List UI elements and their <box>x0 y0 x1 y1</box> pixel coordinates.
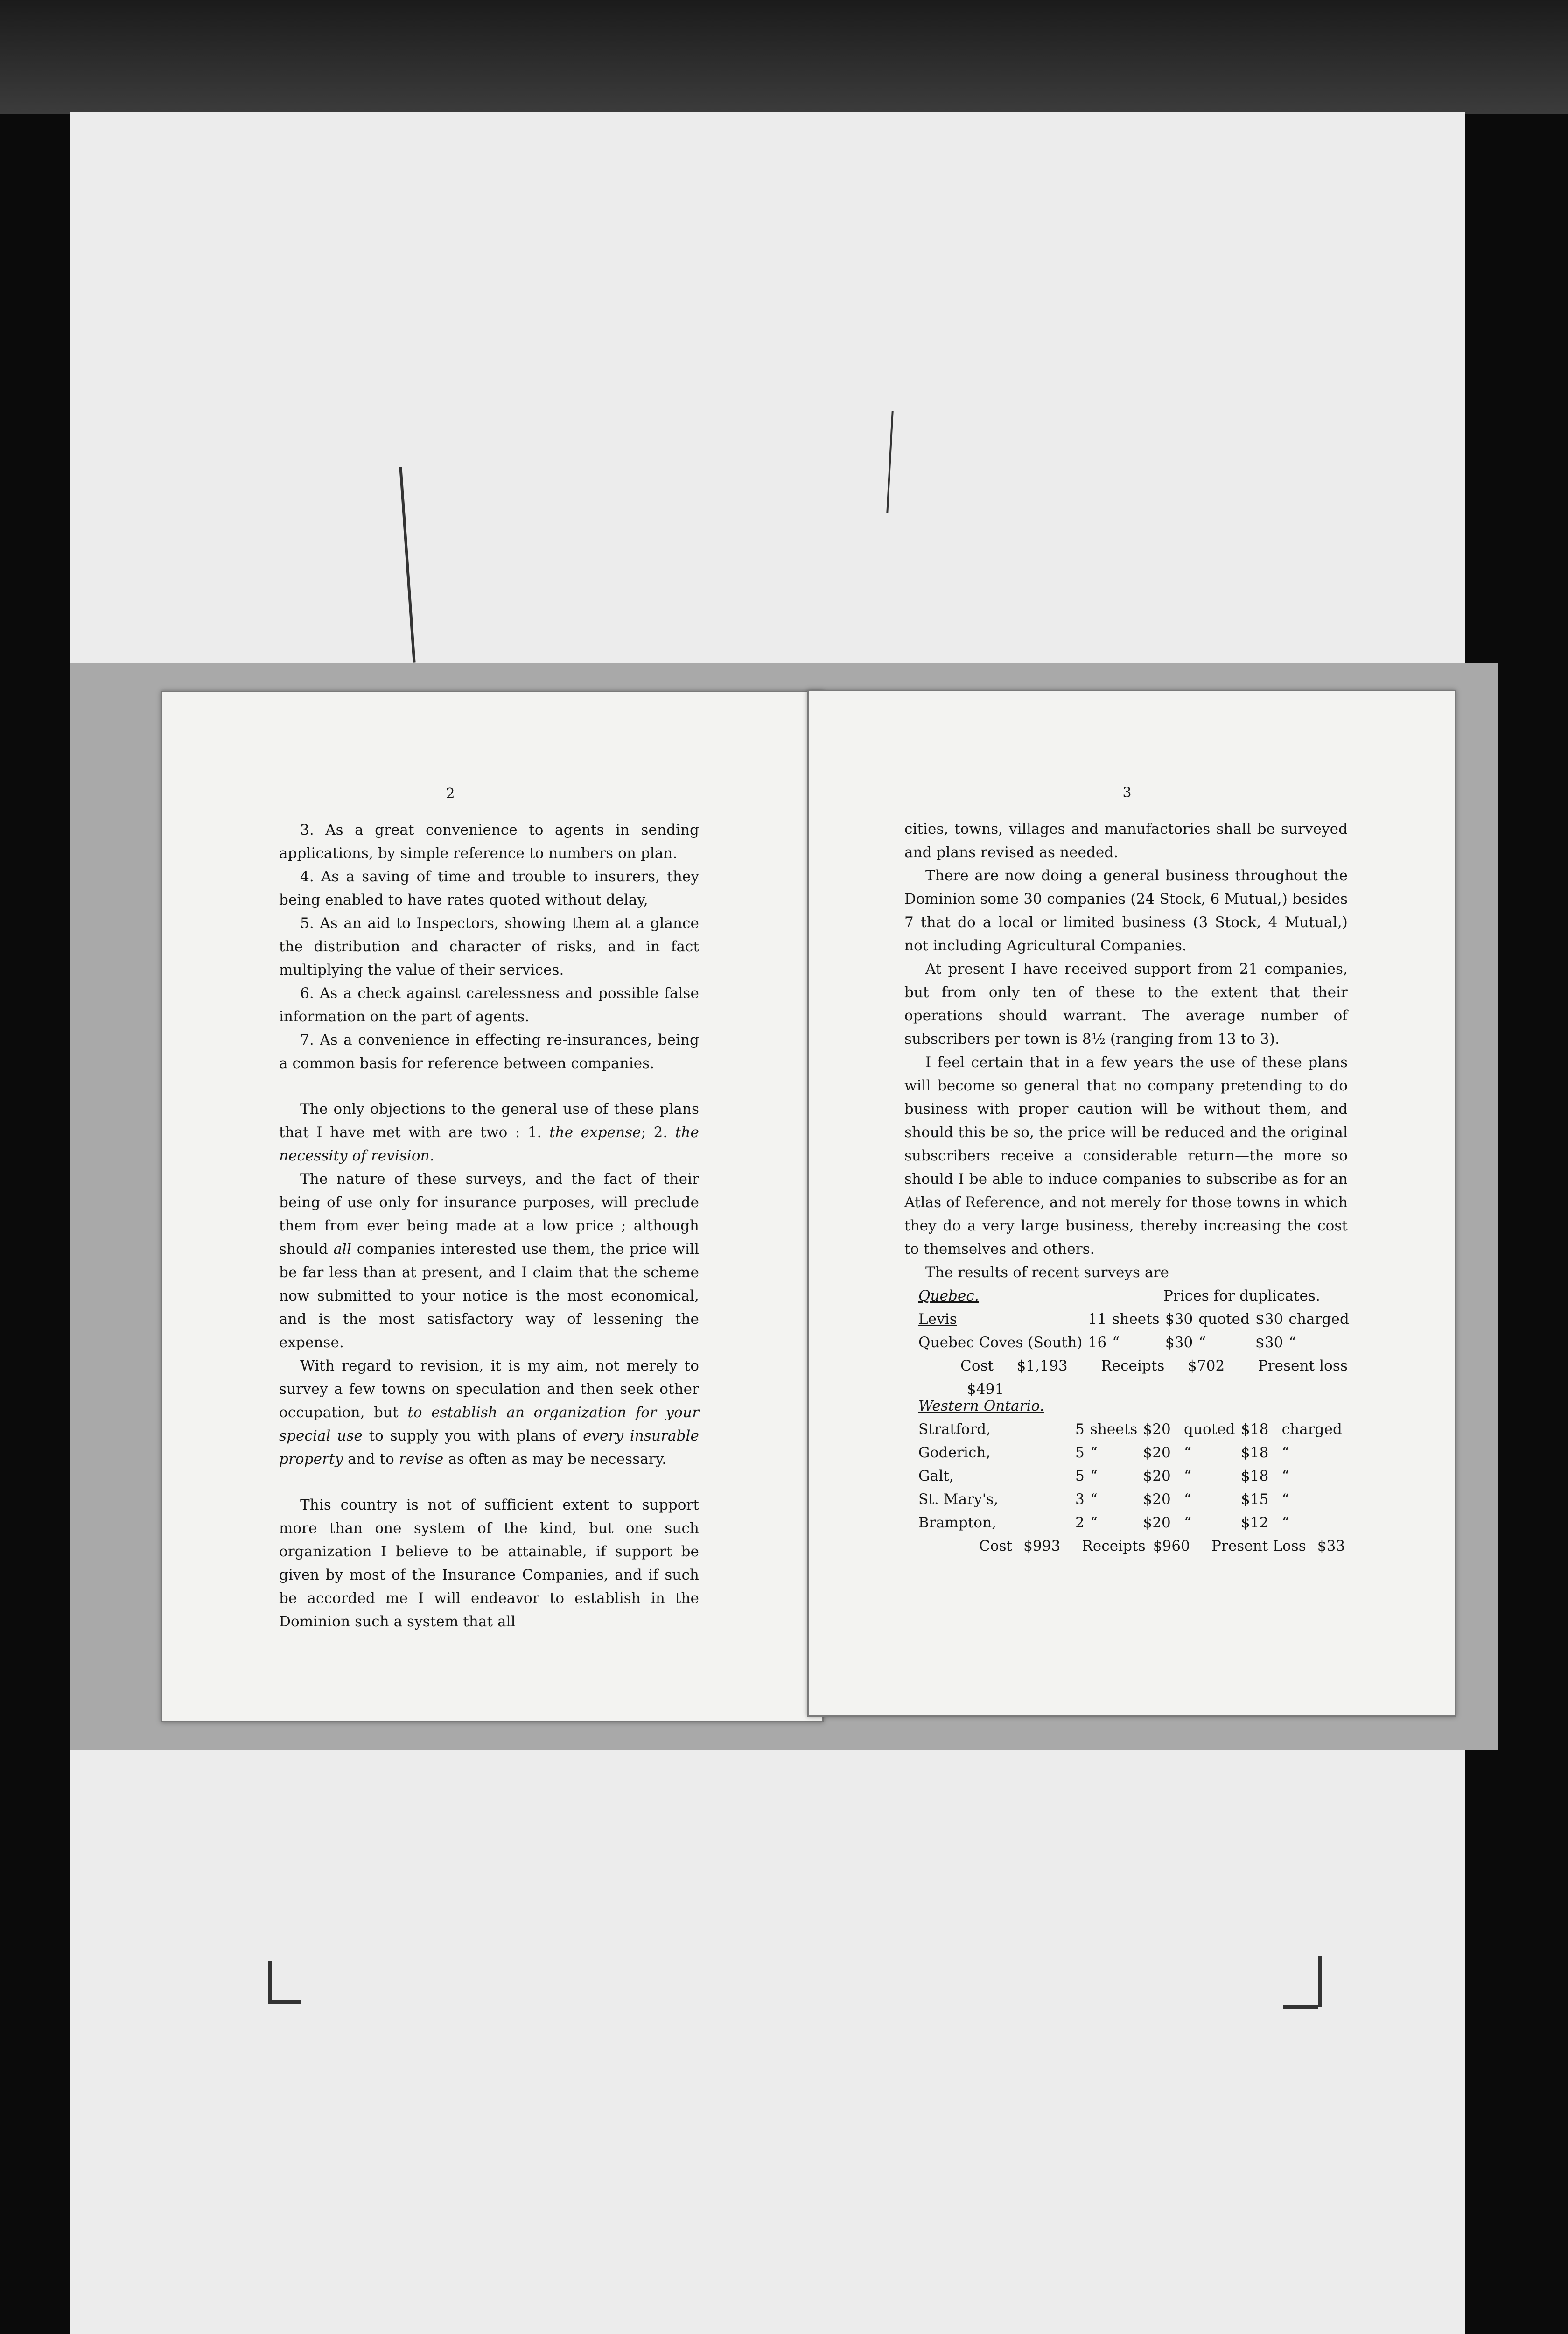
quebec-table <box>918 1308 1355 1354</box>
paragraph-item-6: 6. As a check against carelessness and possible false information on the part of agents. <box>279 985 699 1025</box>
objection-1: the expense <box>549 1124 641 1141</box>
page-number: 3 <box>1122 785 1132 801</box>
revision-emphasis-2: every insurable property <box>279 1427 699 1468</box>
charged-price: $18 <box>1240 1421 1269 1438</box>
corner-mark-right <box>1318 1956 1322 2007</box>
page-number: 2 <box>446 786 455 802</box>
paragraph-item-4: 4. As a saving of time and trouble to insurers, they being enabled to have rates quoted without delay, <box>279 868 699 908</box>
charged-price: $18 <box>1240 1444 1269 1461</box>
charged-label: “ <box>1288 1334 1296 1351</box>
sheet-count: 5 <box>1075 1421 1085 1438</box>
charged-price: $12 <box>1240 1514 1269 1531</box>
receipts-value: $960 <box>1153 1538 1190 1554</box>
unit: “ <box>1090 1491 1098 1508</box>
sheet-count: 11 <box>1088 1311 1107 1328</box>
sheet-count: 3 <box>1075 1491 1085 1508</box>
quoted-price: $20 <box>1143 1468 1171 1484</box>
charged-price: $18 <box>1240 1468 1269 1484</box>
nature-text-1: The nature of these surveys, and the fact of their being of use only for insurance purposes, will preclude them from ever being made at a low price ; although should <box>279 1171 699 1258</box>
loss-label: Present Loss <box>1211 1538 1306 1554</box>
table-row <box>918 1488 1348 1511</box>
paragraph-nature <box>279 1167 699 1354</box>
table-row <box>918 1441 1348 1464</box>
scanner-top-band <box>0 0 1568 114</box>
quebec-heading: Quebec. <box>918 1287 979 1304</box>
objections-text: The only objections to the general use of these plans that I have met with are two : 1. <box>279 1101 699 1141</box>
receipts-label: Receipts <box>1101 1357 1165 1374</box>
spacer <box>279 1075 699 1097</box>
charged-label: charged <box>1288 1311 1349 1328</box>
sheet-count: 2 <box>1075 1514 1085 1531</box>
table-row <box>918 1308 1355 1331</box>
place-name: Stratford, <box>918 1421 991 1438</box>
revision-text-3: and to <box>348 1451 394 1468</box>
unit: “ <box>1090 1468 1098 1484</box>
quoted-price: $20 <box>1143 1514 1171 1531</box>
quoted-price: $20 <box>1143 1421 1171 1438</box>
spacer <box>279 1471 699 1493</box>
corner-mark-left <box>268 2000 301 2004</box>
cost-label: Cost <box>960 1357 994 1374</box>
paragraph-item-5: 5. As an aid to Inspectors, showing them at a glance the distribution and character of risks, and in fact multiplying the value of their services. <box>279 915 699 978</box>
page-3 <box>807 690 1456 1717</box>
cost-value: $1,193 <box>1016 1357 1068 1374</box>
cost-label: Cost <box>979 1538 1013 1554</box>
revision-emphasis-1: to establish an organization for your special use <box>279 1404 700 1444</box>
receipts-value: $702 <box>1188 1357 1225 1374</box>
objection-2: the necessity of revision. <box>279 1124 699 1164</box>
prices-header: Prices for duplicates. <box>1163 1287 1320 1304</box>
quoted-price: $20 <box>1143 1444 1171 1461</box>
objection-separator: ; 2. <box>641 1124 668 1141</box>
paragraph-item-7: 7. As a convenience in effecting re-insurances, being a common basis for reference between companies. <box>279 1032 699 1072</box>
western-ontario-heading: Western Ontario. <box>918 1398 1044 1414</box>
western-ontario-table <box>918 1418 1348 1534</box>
unit: “ <box>1090 1444 1098 1461</box>
paragraph-country: This country is not of sufficient extent to support more than one system of the kind, but one such organization I believe to be attainable, if support be given by most of the Insurance Companies, and if such be accorded me I will endeavor to establish in the Dominion such a system that all <box>279 1497 699 1630</box>
place-name: Goderich, <box>918 1444 991 1461</box>
quoted-price: $30 <box>1165 1311 1193 1328</box>
left-text-column <box>279 818 699 1633</box>
results-intro: The results of recent surveys are <box>925 1264 1169 1281</box>
page-2 <box>161 691 824 1722</box>
table-row <box>918 1418 1348 1441</box>
paragraph-companies: There are now doing a general business throughout the Dominion some 30 companies (24 Stock, 6 Mutual,) besides 7 that do a local or limited business (3 Stock, 4 Mutual,) not including Agricultural Companies. <box>904 867 1348 954</box>
right-text-column <box>904 817 1348 1559</box>
charged-label: “ <box>1281 1444 1289 1461</box>
paragraph-objections <box>279 1097 699 1167</box>
western-ontario-cost-line <box>979 1534 1348 1559</box>
charged-label: “ <box>1281 1514 1289 1531</box>
quoted-label: “ <box>1184 1514 1191 1531</box>
paragraph-revision <box>279 1354 699 1471</box>
table-row <box>918 1331 1355 1354</box>
loss-value: $33 <box>1317 1538 1345 1554</box>
quoted-price: $20 <box>1143 1491 1171 1508</box>
quoted-label: “ <box>1184 1491 1191 1508</box>
place-name: Galt, <box>918 1468 954 1484</box>
revision-text-2: to supply you with plans of <box>369 1427 577 1444</box>
quoted-label: quoted <box>1184 1421 1235 1438</box>
charged-price: $30 <box>1255 1311 1283 1328</box>
place-name: Quebec Coves (South) <box>918 1334 1083 1351</box>
table-row <box>918 1511 1348 1534</box>
corner-mark-right <box>1283 2005 1318 2009</box>
table-row <box>918 1464 1348 1488</box>
quoted-label: “ <box>1184 1468 1191 1484</box>
paragraph-certain: I feel certain that in a few years the use of these plans will become so general that no company pretending to do business with proper caution will be without them, and should this be so, the price will be reduced and the original subscribers receive a considerable return—the more so should I be able to induce companies to subscribe as for an Atlas of Reference, and not merely for those towns in which they do a very large business, thereby increasing the cost to themselves and others. <box>904 1054 1348 1258</box>
revision-emphasis-3: revise <box>399 1451 444 1468</box>
cost-value: $993 <box>1023 1538 1061 1554</box>
loss-value: $491 <box>967 1381 1004 1398</box>
unit: sheets <box>1112 1311 1160 1328</box>
charged-price: $15 <box>1240 1491 1269 1508</box>
charged-label: charged <box>1281 1421 1342 1438</box>
quoted-label: “ <box>1198 1334 1206 1351</box>
quoted-label: quoted <box>1198 1311 1250 1328</box>
sheet-count: 5 <box>1075 1468 1085 1484</box>
loss-label: Present loss <box>1258 1357 1348 1374</box>
charged-label: “ <box>1281 1468 1289 1484</box>
unit: “ <box>1112 1334 1120 1351</box>
revision-text-1: With regard to revision, it is my aim, not merely to survey a few towns on speculation and then seek other occupation, but <box>279 1357 699 1421</box>
paragraph-item-3: 3. As a great convenience to agents in sending applications, by simple reference to numbers on plan. <box>279 822 699 862</box>
place-name: Levis <box>918 1311 957 1328</box>
charged-price: $30 <box>1255 1334 1283 1351</box>
unit: “ <box>1090 1514 1098 1531</box>
quebec-cost-line <box>960 1354 1348 1398</box>
sheet-count: 5 <box>1075 1444 1085 1461</box>
nature-emphasis: all <box>333 1241 352 1258</box>
unit: sheets <box>1090 1421 1138 1438</box>
paragraph-continuation: cities, towns, villages and manufactories shall be surveyed and plans revised as needed. <box>904 821 1348 861</box>
paragraph-support: At present I have received support from 21 companies, but from only ten of these to the extent that their operations should warrant. The average number of subscribers per town is 8½ (ranging from 13 to 3). <box>904 961 1348 1047</box>
place-name: Brampton, <box>918 1514 997 1531</box>
place-name: St. Mary's, <box>918 1491 999 1508</box>
corner-mark-left <box>268 1961 272 2003</box>
charged-label: “ <box>1281 1491 1289 1508</box>
revision-text-4: as often as may be necessary. <box>448 1451 667 1468</box>
receipts-label: Receipts <box>1082 1538 1146 1554</box>
quoted-label: “ <box>1184 1444 1191 1461</box>
sheet-count: 16 <box>1088 1334 1107 1351</box>
nature-text-2: companies interested use them, the price will be far less than at present, and I claim that the scheme now submitted to your notice is the most economical, and is the most satisfactory way of lessening the expense. <box>279 1241 699 1351</box>
results-header <box>904 1261 1348 1308</box>
quoted-price: $30 <box>1165 1334 1193 1351</box>
